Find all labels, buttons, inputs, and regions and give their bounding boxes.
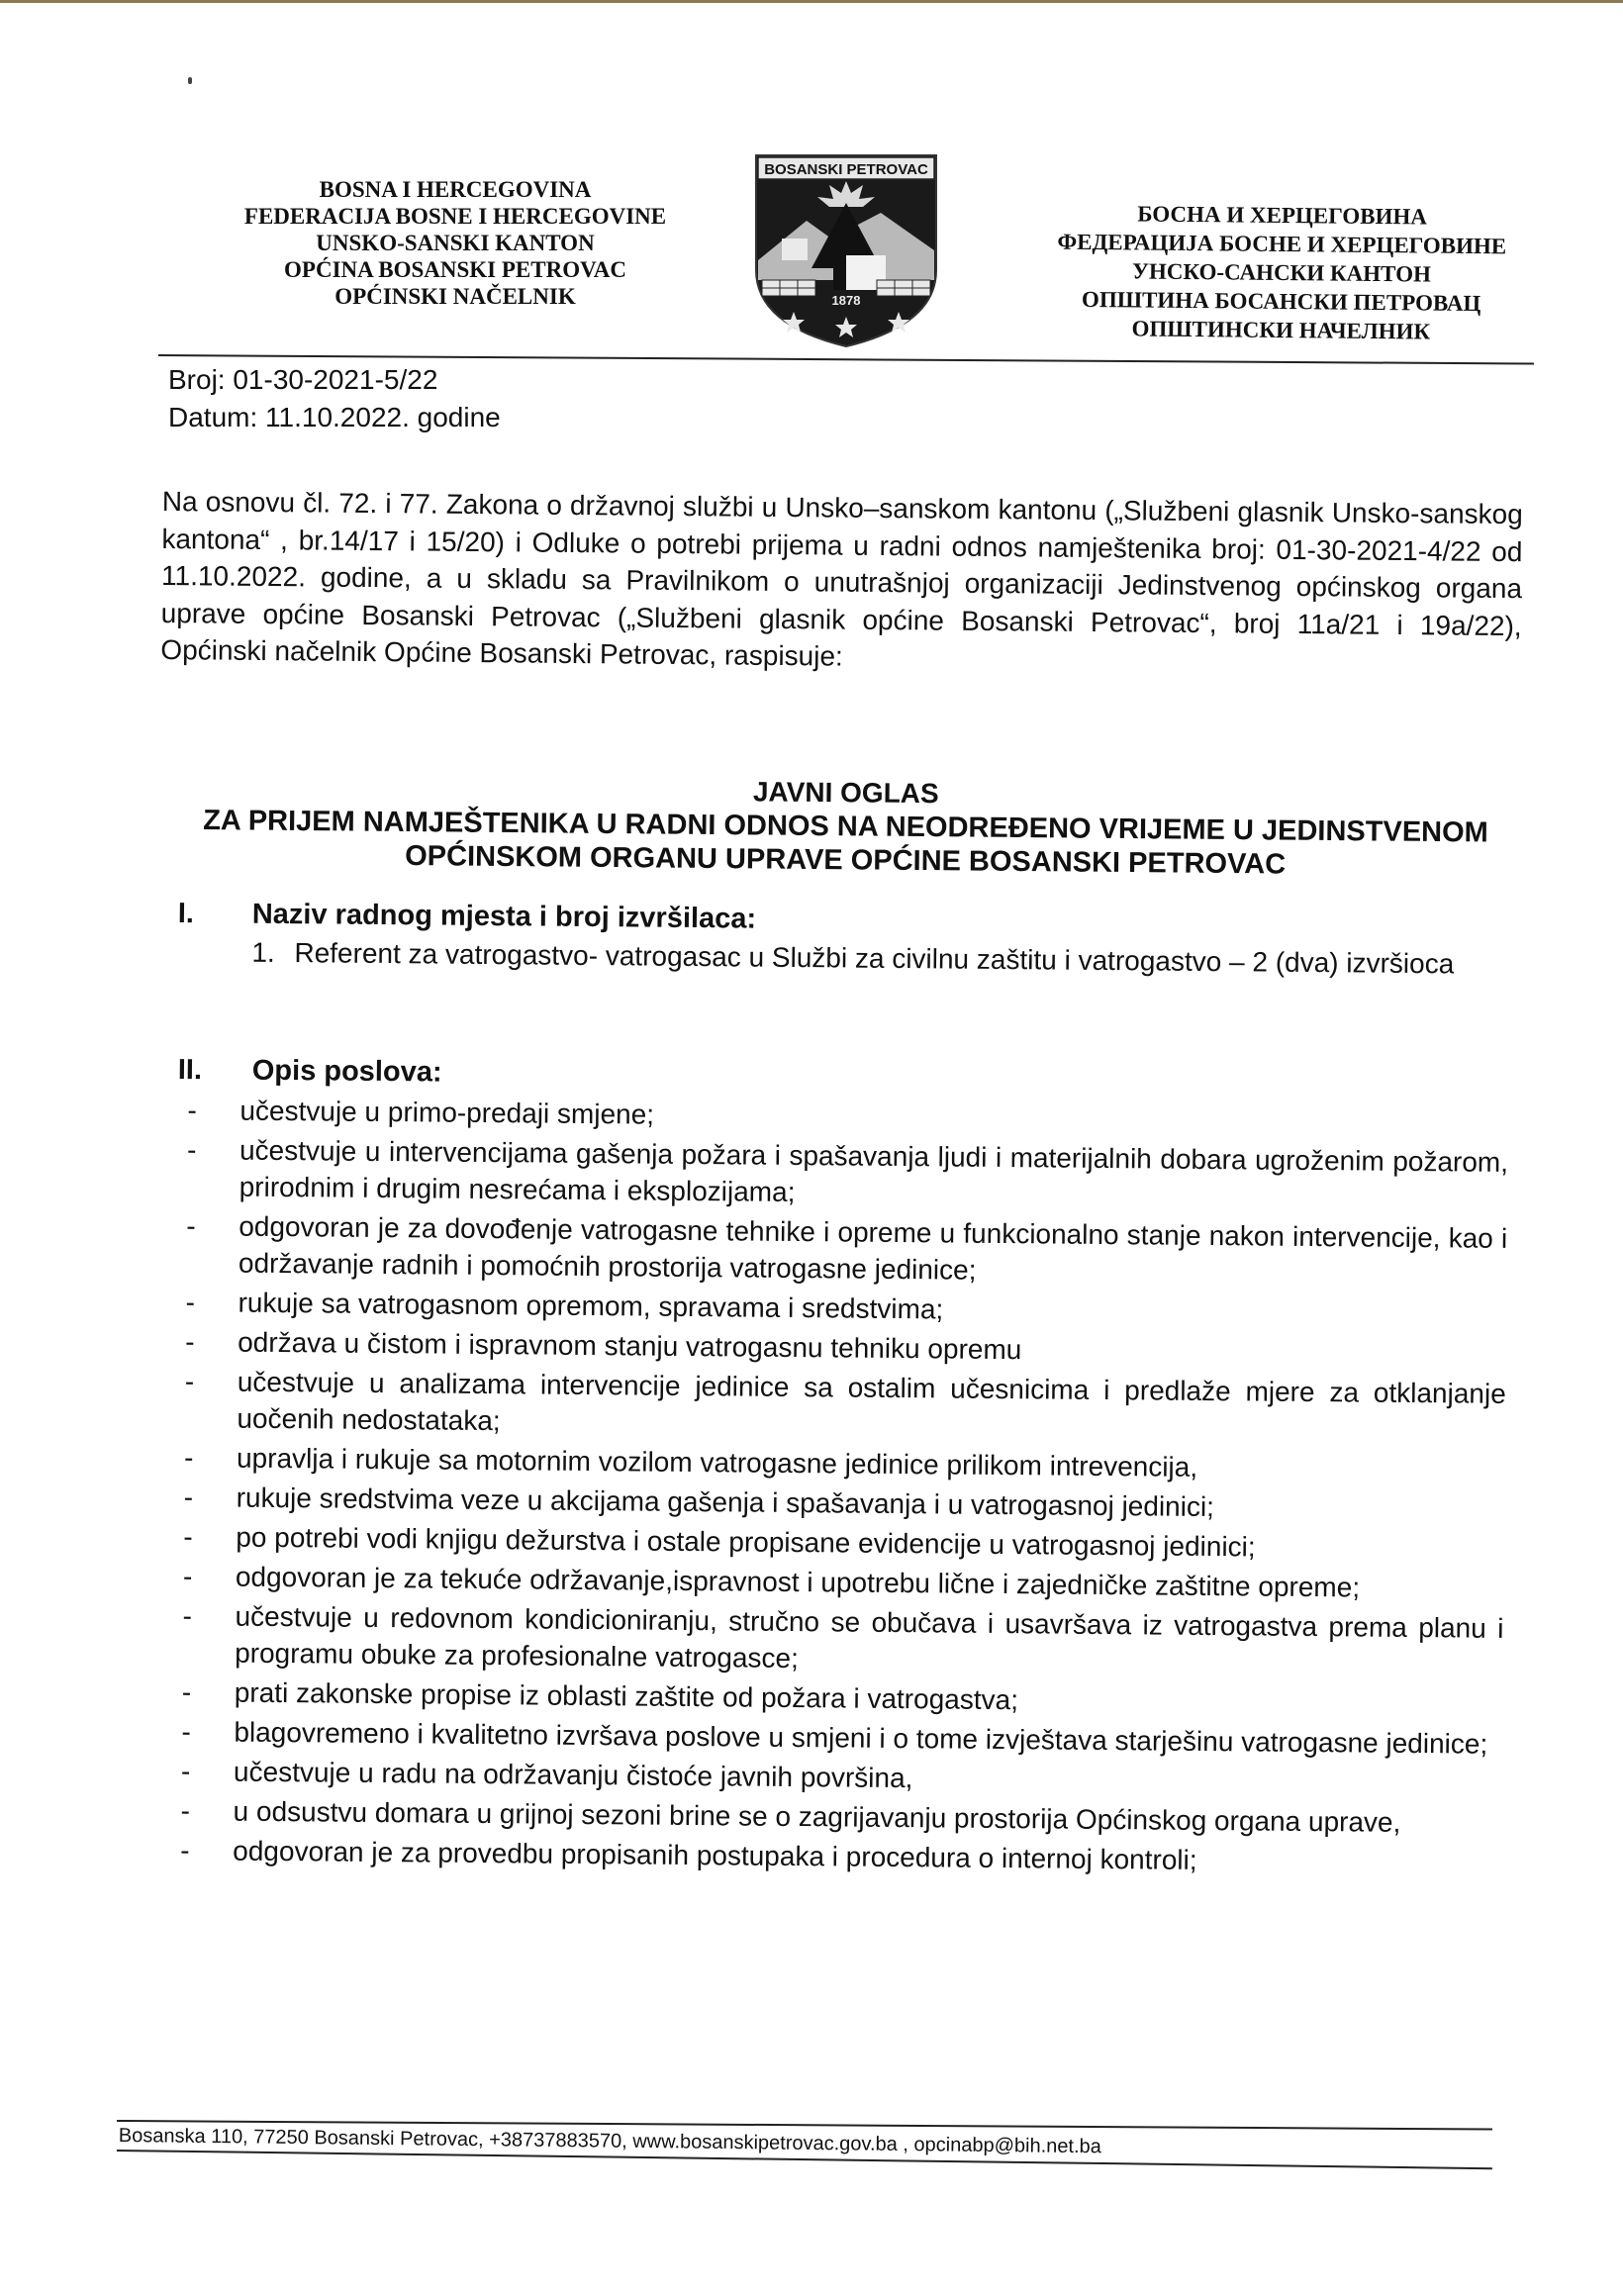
dash-bullet: - <box>180 1835 190 1866</box>
document-meta <box>168 361 501 436</box>
header-cyrillic-line: БОСНА И ХЕРЦЕГОВИНА <box>1137 201 1428 230</box>
dash-bullet: - <box>187 1095 197 1126</box>
duty-text: odgovoran je za tekuće održavanje,ispravnost i upotrebu lične i zajedničke zaštitne opreme; <box>235 1561 1361 1603</box>
header-cyrillic-line: ФЕДЕРАЦИЈА БОСНЕ И ХЕРЦЕГОВИНЕ <box>1057 229 1507 259</box>
duty-text: učestvuje u intervencijama gašenja požara i spašavanja ljudi i materijalnih dobara ugroženim požarom, prirodnim i drugim nesrećama i eksplozijama; <box>239 1134 1509 1207</box>
duty-item <box>176 1207 1508 1293</box>
dash-bullet: - <box>184 1366 195 1397</box>
header-cyrillic-line: ОПШТИНСКИ НАЧЕЛНИК <box>1131 316 1431 344</box>
section-position <box>177 896 1534 981</box>
dash-bullet: - <box>185 1326 195 1358</box>
title-line-2: ZA PRIJEM NAMJEŠTENIKA U RADNI ODNOS NA NEODREĐENO VRIJEME U JEDINSTVENOM OPĆINSKOM ORGANU UPRAVE OPĆINE BOSANSKI PETROVAC <box>202 805 1488 881</box>
dash-bullet: - <box>181 1676 192 1708</box>
section-duties <box>170 1052 1509 1884</box>
item-number: 1. <box>251 936 275 968</box>
duty-item <box>172 1597 1504 1683</box>
header-latin-line: UNSKO-SANSKI KANTON <box>316 231 595 255</box>
duty-item <box>174 1363 1506 1449</box>
header-latin-line: OPĆINSKI NAČELNIK <box>334 284 576 309</box>
duty-text: održava u čistom i ispravnom stanju vatrogasnu tehniku opremu <box>238 1326 1022 1366</box>
dash-bullet: - <box>181 1716 191 1748</box>
dash-bullet: - <box>183 1521 193 1553</box>
dash-bullet: - <box>183 1442 194 1474</box>
duties-list <box>170 1092 1508 1881</box>
dash-bullet: - <box>182 1561 193 1592</box>
dash-bullet: - <box>185 1287 196 1318</box>
duty-text: učestvuje u analizama intervencije jedinice sa ostalim učesnicima i predlaže mjere za otklanjanje uočenih nedostataka; <box>237 1366 1506 1437</box>
duty-text: učestvuje u primo-predaji smjene; <box>239 1095 655 1130</box>
scan-edge <box>0 0 1623 3</box>
section-number: I. <box>177 897 195 930</box>
position-item <box>251 936 1533 981</box>
duty-text: blagovremeno i kvalitetno izvršava poslove u smjeni i o tome izvještava starješinu vatrogasne jedinice; <box>234 1716 1488 1760</box>
dash-bullet: - <box>180 1756 191 1787</box>
crest-banner-text: BOSANSKI PETROVAC <box>764 161 928 178</box>
header-latin <box>198 176 713 310</box>
crest-castle <box>782 239 808 260</box>
header-cyrillic-line: ОПШТИНА БОСАНСКИ ПЕТРОВАЦ <box>1081 286 1481 317</box>
header-cyrillic-line: УНСКО-САНСКИ КАНТОН <box>1131 258 1432 287</box>
dash-bullet: - <box>182 1600 193 1632</box>
header-cyrillic <box>1003 198 1559 347</box>
item-text: Referent za vatrogastvo- vatrogasac u Službi za civilnu zaštitu i vatrogastvo – 2 (dva) izvršioca <box>294 937 1455 980</box>
duty-item <box>177 1131 1509 1217</box>
duty-text: odgovoran je za provedbu propisanih postupaka i procedura o internoj kontroli; <box>233 1835 1197 1875</box>
header-latin-line: OPĆINA BOSANSKI PETROVAC <box>284 257 626 282</box>
dash-bullet: - <box>186 1210 196 1242</box>
header-latin-line: FEDERACIJA BOSNE I HERCEGOVINE <box>243 204 667 229</box>
duty-text: u odsustvu domara u grijnoj sezoni brine se o zagrijavanju prostorija Općinskog organa uprave, <box>233 1795 1401 1838</box>
header-latin-line: BOSNA I HERCEGOVINA <box>319 177 592 202</box>
announcement-title <box>197 770 1494 884</box>
document-date: Datum: 11.10.2022. godine <box>168 402 501 432</box>
duty-text: po potrebi vodi knjigu dežurstva i ostale propisane evidencije u vatrogasnoj jedinici; <box>236 1521 1256 1563</box>
section-number: II. <box>177 1053 203 1087</box>
intro-paragraph: Na osnovu čl. 72. i 77. Zakona o državnoj službi u Unsko–sanskom kantonu („Službeni glasnik Unsko-sanskog kantona“ , br.14/17 i 15/20) i Odluke o potrebi prijema u radni odnos namještenika broj: 01-30-2021-4/22 od 11.10.2022. godine, a u skladu sa Pravilnikom o unutrašnjoj organizaciji Jedinstvenog općinskog organa uprave općine Bosanski Petrovac („Službeni glasnik općine Bosanski Petrovac“, broj 11a/21 i 19a/22), Općinski načelnik Općine Bosanski Petrovac, raspisuje: <box>160 485 1523 672</box>
section-title: Opis poslova: <box>251 1054 442 1089</box>
duty-text: rukuje sredstvima veze u akcijama gašenja i spašavanja i u vatrogasnoj jedinici; <box>236 1482 1215 1523</box>
municipality-crest <box>752 151 940 349</box>
duty-text: učestvuje u radu na održavanju čistoće javnih površina, <box>233 1756 913 1794</box>
scan-speck <box>188 77 192 84</box>
duty-text: upravlja i rukuje sa motornim vozilom vatrogasne jedinice prilikom intrevencija, <box>236 1442 1198 1483</box>
section-title: Naziv radnog mjesta i broj izvršilaca: <box>251 898 757 935</box>
dash-bullet: - <box>186 1134 197 1166</box>
footer-contact: Bosanska 110, 77250 Bosanski Petrovac, +38737883570, www.bosanskipetrovac.gov.ba , opcinabp@bih.net.ba <box>118 2125 1101 2158</box>
duty-text: rukuje sa vatrogasnom opremom, spravama i sredstvima; <box>238 1287 944 1325</box>
duty-text: prati zakonske propise iz oblasti zaštite od požara i vatrogastva; <box>234 1676 1019 1716</box>
duty-text: učestvuje u redovnom kondicioniranju, stručno se obučava i usavršava iz vatrogastva prema planu i programu obuke za profesionalne vatrogasce; <box>235 1600 1504 1674</box>
document-number: Broj: 01-30-2021-5/22 <box>168 364 438 395</box>
dash-bullet: - <box>180 1795 191 1827</box>
crest-year: 1878 <box>831 293 861 308</box>
duty-text: odgovoran je za dovođenje vatrogasne tehnike i opreme u funkcionalno stanje nakon intervencije, kao i održavanje radnih i pomoćnih prostorija vatrogasne jedinice; <box>238 1210 1508 1286</box>
title-line-1: JAVNI OGLAS <box>752 776 939 810</box>
dash-bullet: - <box>183 1482 194 1513</box>
